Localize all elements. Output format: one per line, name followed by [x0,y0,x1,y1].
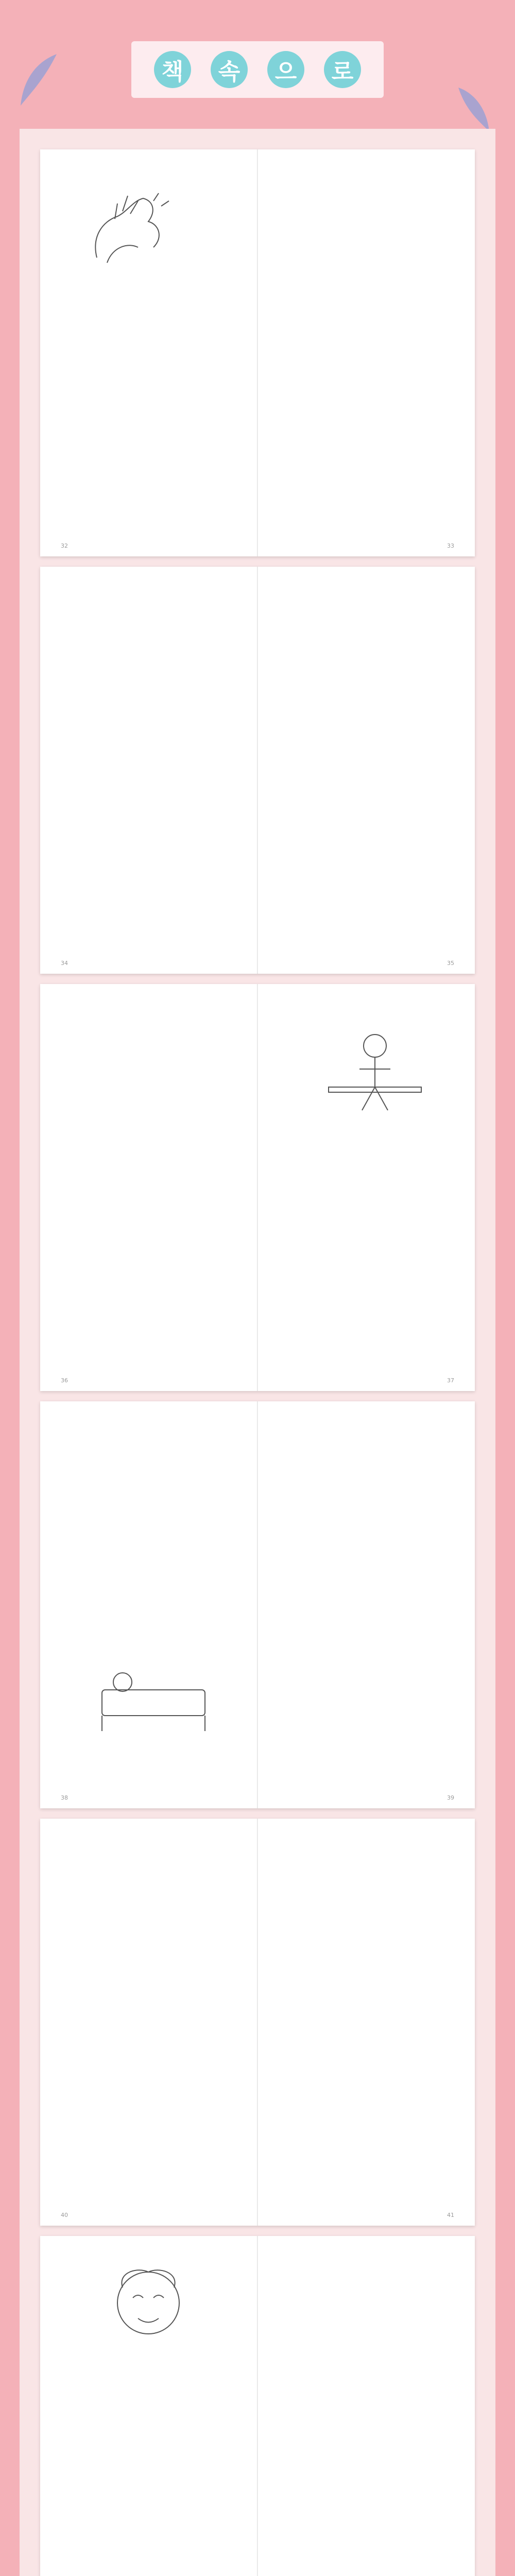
right-page [276,587,461,953]
hands-holding-illustration [76,180,179,283]
right-page [276,2257,461,2576]
book-spread [40,1819,475,2226]
page-number: 39 [447,1794,454,1801]
title-char: 으 [267,51,304,88]
page-number: 40 [61,2212,68,2218]
title-char: 로 [324,51,361,88]
book-spread [40,984,475,1391]
elder-portrait-illustration [87,2257,210,2370]
page-number: 35 [447,960,454,967]
leaf-decoration-icon [15,52,62,108]
person-sitting-illustration [318,1025,432,1118]
right-page [276,170,461,536]
page-number: 36 [61,1377,68,1384]
left-page [58,1839,244,2205]
page-number: 33 [447,543,454,549]
book-spread [40,149,475,556]
right-page [276,1839,461,2205]
book-spread [40,567,475,974]
page-number: 38 [61,1794,68,1801]
inside-book-banner [131,41,384,98]
leaf-decoration-icon [453,82,494,134]
bed-patient-illustration [92,1649,215,1736]
page-number: 34 [61,960,68,967]
left-page [58,1005,244,1370]
page-number: 32 [61,543,68,549]
book-spread [40,2236,475,2576]
book-spread [40,1401,475,1808]
left-page [58,587,244,953]
title-char: 속 [211,51,248,88]
right-page [276,1422,461,1788]
page-number: 37 [447,1377,454,1384]
title-char: 책 [154,51,191,88]
page-number: 41 [447,2212,454,2218]
